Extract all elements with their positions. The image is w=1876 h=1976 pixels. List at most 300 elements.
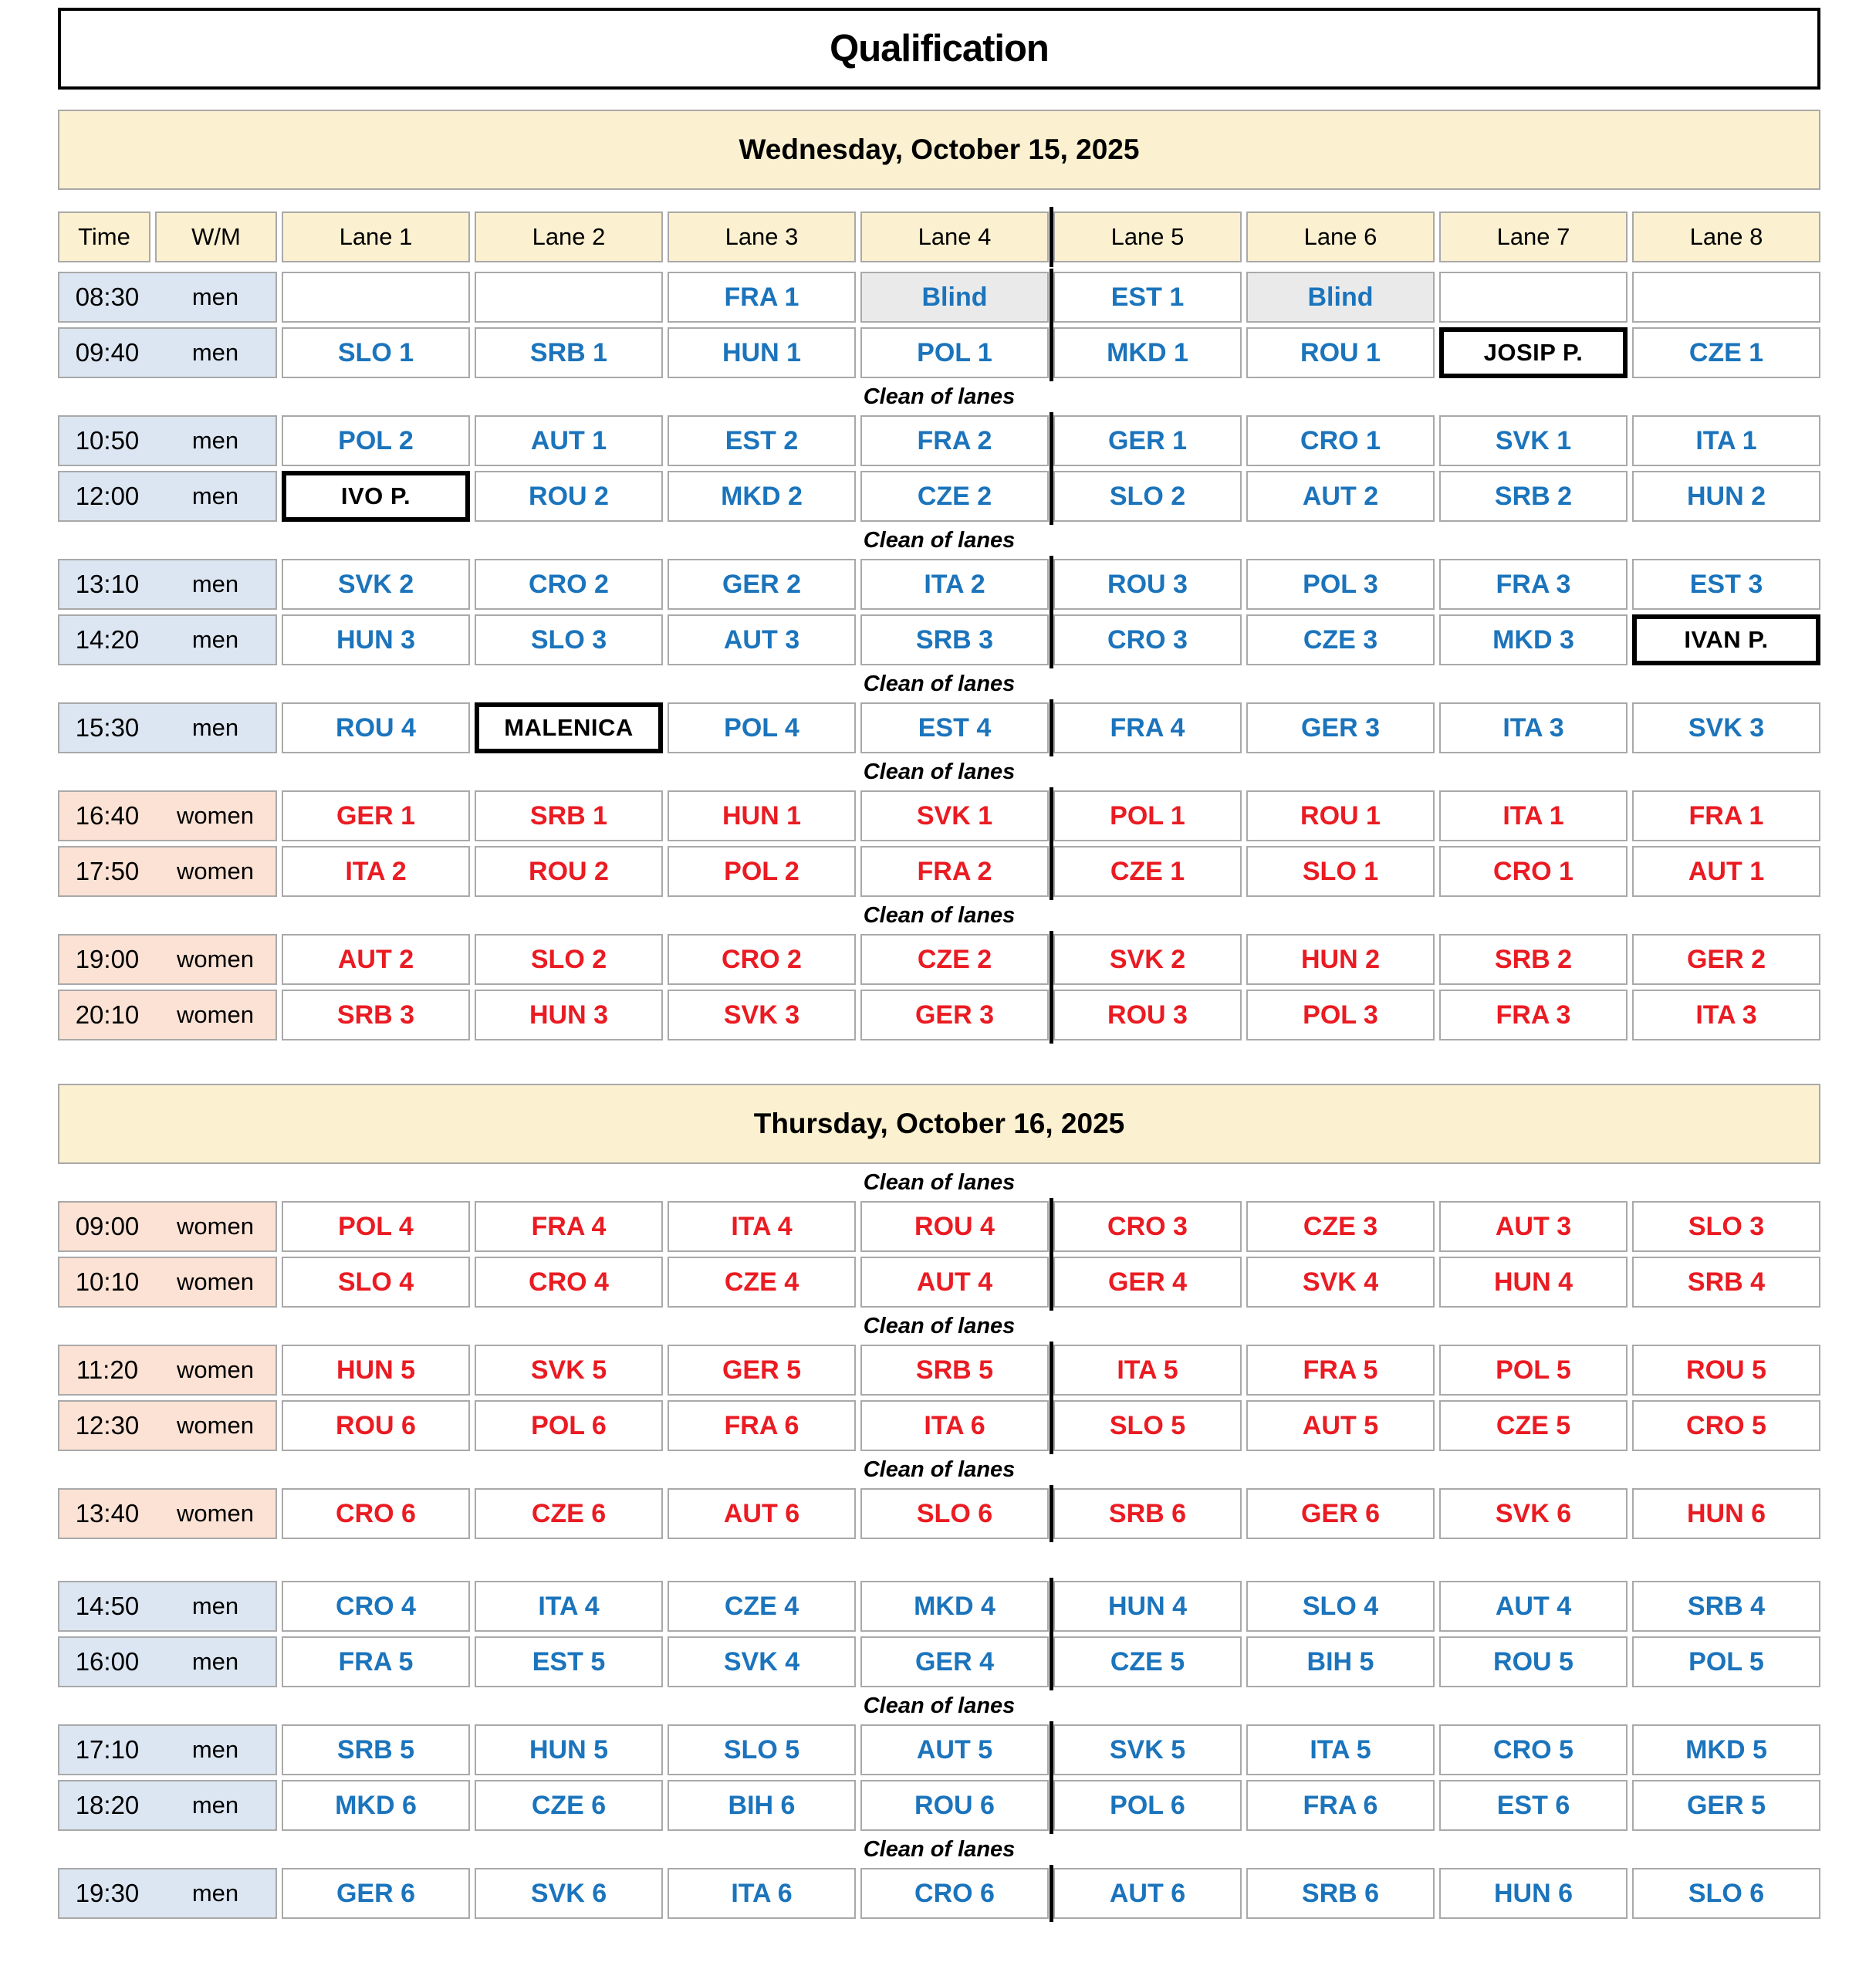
team-cell: HUN 4 [1439, 1257, 1628, 1308]
time-label: 15:30 [75, 713, 140, 742]
team-cell: AUT 3 [668, 614, 856, 665]
schedule-row [58, 471, 1820, 522]
team-cell: BIH 5 [1246, 1636, 1435, 1687]
team-cell: MKD 3 [1439, 614, 1628, 665]
team-cell: CRO 2 [668, 934, 856, 985]
team-cell: AUT 4 [1439, 1581, 1628, 1632]
schedule-row [58, 1724, 1820, 1775]
team-cell: HUN 2 [1246, 934, 1435, 985]
team-cell: CZE 6 [475, 1780, 663, 1831]
team-cell: EST 2 [668, 415, 856, 466]
team-cell: GER 4 [1053, 1257, 1242, 1308]
schedule-row [58, 1488, 1820, 1539]
day-section-thursday [58, 1084, 1820, 1919]
time-label: 16:40 [75, 801, 140, 830]
team-cell: FRA 2 [860, 415, 1049, 466]
session-group [58, 934, 1820, 1040]
team-cell: POL 6 [475, 1400, 663, 1451]
session-group [58, 1488, 1820, 1539]
column-header-lane-1: Lane 1 [282, 211, 470, 262]
team-cell: FRA 3 [1439, 559, 1628, 610]
team-cell: CRO 2 [475, 559, 663, 610]
team-cell: SVK 6 [1439, 1488, 1628, 1539]
time-wm-cell [58, 1400, 277, 1451]
schedule-row [58, 1636, 1820, 1687]
team-cell: SLO 3 [475, 614, 663, 665]
team-cell: FRA 5 [282, 1636, 470, 1687]
gender-label: men [191, 1736, 239, 1763]
time-label: 14:50 [75, 1592, 140, 1620]
column-header-lane-2: Lane 2 [475, 211, 663, 262]
team-cell: POL 4 [282, 1201, 470, 1252]
team-cell: SLO 2 [475, 934, 663, 985]
time-wm-cell [58, 614, 277, 665]
team-cell: AUT 2 [1246, 471, 1435, 522]
schedule-row [58, 790, 1820, 841]
schedule-row [58, 415, 1820, 466]
empty-lane-cell [282, 272, 470, 323]
clean-of-lanes-label: Clean of lanes [863, 902, 1016, 928]
team-cell: POL 1 [860, 327, 1049, 378]
time-wm-cell [58, 846, 277, 897]
team-cell: ROU 5 [1632, 1345, 1820, 1396]
schedule-row [58, 1345, 1820, 1396]
clean-of-lanes-label: Clean of lanes [863, 759, 1016, 784]
time-wm-cell [58, 1345, 277, 1396]
team-cell: SRB 6 [1053, 1488, 1242, 1539]
empty-lane-cell [475, 272, 663, 323]
team-cell: CZE 1 [1053, 846, 1242, 897]
lane-group-divider [1050, 1342, 1053, 1454]
column-header-wm: W/M [155, 211, 277, 262]
team-cell: EST 3 [1632, 559, 1820, 610]
team-cell: CRO 4 [282, 1581, 470, 1632]
team-cell: FRA 4 [475, 1201, 663, 1252]
team-cell: SLO 3 [1632, 1201, 1820, 1252]
team-cell: ITA 2 [282, 846, 470, 897]
schedule-row [58, 1581, 1820, 1632]
time-wm-cell [58, 327, 277, 378]
team-cell: ITA 3 [1439, 702, 1628, 753]
time-wm-cell [58, 471, 277, 522]
team-cell: CZE 4 [668, 1257, 856, 1308]
team-cell: MKD 2 [668, 471, 856, 522]
gender-label: women [177, 1001, 254, 1028]
team-cell: ROU 4 [860, 1201, 1049, 1252]
time-wm-cell [58, 1581, 277, 1632]
team-cell: CZE 2 [860, 934, 1049, 985]
team-cell: SRB 4 [1632, 1257, 1820, 1308]
team-cell: FRA 1 [668, 272, 856, 323]
team-cell: FRA 6 [1246, 1780, 1435, 1831]
team-cell: SLO 6 [860, 1488, 1049, 1539]
session-group [58, 790, 1820, 897]
team-cell: CRO 3 [1053, 614, 1242, 665]
team-cell: GER 5 [1632, 1780, 1820, 1831]
gender-label: men [191, 482, 239, 509]
session-group [58, 702, 1820, 753]
team-cell: SLO 1 [1246, 846, 1435, 897]
gender-label: women [177, 946, 254, 973]
team-cell: SVK 4 [668, 1636, 856, 1687]
gender-label: women [177, 1268, 254, 1295]
team-cell: GER 5 [668, 1345, 856, 1396]
team-cell: FRA 6 [668, 1400, 856, 1451]
schedule-row [58, 272, 1820, 323]
team-cell: MKD 5 [1632, 1724, 1820, 1775]
lane-group-divider [1050, 412, 1053, 525]
column-header-lane-4: Lane 4 [860, 211, 1049, 262]
team-cell: ROU 1 [1246, 790, 1435, 841]
player-cell: MALENICA [475, 702, 663, 753]
gender-label: men [191, 1592, 239, 1619]
session-group [58, 559, 1820, 665]
time-wm-cell [58, 702, 277, 753]
session-group [58, 1868, 1820, 1919]
team-cell: SLO 6 [1632, 1868, 1820, 1919]
team-cell: ROU 3 [1053, 559, 1242, 610]
team-cell: POL 2 [282, 415, 470, 466]
schedule-row [58, 934, 1820, 985]
time-label: 13:40 [75, 1499, 140, 1528]
schedule-row [58, 614, 1820, 665]
time-label: 16:00 [75, 1647, 140, 1676]
team-cell: AUT 5 [860, 1724, 1049, 1775]
clean-of-lanes-label: Clean of lanes [863, 384, 1016, 409]
gender-label: women [177, 1500, 254, 1527]
team-cell: POL 3 [1246, 559, 1435, 610]
clean-of-lanes-label: Clean of lanes [863, 527, 1016, 553]
day-section-wednesday [58, 110, 1820, 1040]
team-cell: SLO 5 [1053, 1400, 1242, 1451]
team-cell: SRB 2 [1439, 934, 1628, 985]
schedule-row [58, 1780, 1820, 1831]
team-cell: ITA 4 [475, 1581, 663, 1632]
time-wm-cell [58, 1868, 277, 1919]
lane-group-divider [1050, 931, 1053, 1044]
team-cell: CZE 6 [475, 1488, 663, 1539]
time-label: 17:50 [75, 857, 140, 885]
time-wm-cell [58, 1636, 277, 1687]
day-banner: Thursday, October 16, 2025 [58, 1084, 1820, 1164]
time-wm-cell [58, 790, 277, 841]
team-cell: GER 3 [1246, 702, 1435, 753]
clean-of-lanes-label: Clean of lanes [863, 1169, 1016, 1195]
team-cell: CZE 5 [1053, 1636, 1242, 1687]
team-cell: CZE 3 [1246, 614, 1435, 665]
column-header-lane-3: Lane 3 [668, 211, 856, 262]
team-cell: HUN 5 [282, 1345, 470, 1396]
lane-group-divider [1050, 556, 1053, 668]
lane-group-divider [1050, 787, 1053, 900]
team-cell: HUN 1 [668, 790, 856, 841]
team-cell: SVK 1 [1439, 415, 1628, 466]
team-cell: CRO 3 [1053, 1201, 1242, 1252]
team-cell: ROU 4 [282, 702, 470, 753]
team-cell: CRO 5 [1439, 1724, 1628, 1775]
team-cell: AUT 6 [668, 1488, 856, 1539]
page-title: Qualification [58, 8, 1820, 90]
time-label: 11:20 [76, 1355, 139, 1384]
lane-group-divider [1050, 1485, 1053, 1542]
gender-label: men [191, 626, 239, 653]
team-cell: FRA 3 [1439, 990, 1628, 1040]
gender-label: men [191, 339, 239, 366]
team-cell: FRA 1 [1632, 790, 1820, 841]
time-label: 12:30 [75, 1411, 140, 1440]
team-cell: SRB 4 [1632, 1581, 1820, 1632]
team-cell: POL 4 [668, 702, 856, 753]
column-header-lane-7: Lane 7 [1439, 211, 1628, 262]
team-cell: ITA 5 [1246, 1724, 1435, 1775]
time-label: 14:20 [75, 625, 140, 654]
clean-of-lanes-label: Clean of lanes [863, 1457, 1016, 1482]
time-wm-cell [58, 415, 277, 466]
team-cell: ITA 6 [668, 1868, 856, 1919]
team-cell: AUT 1 [475, 415, 663, 466]
time-label: 08:30 [75, 283, 140, 311]
team-cell: ROU 6 [860, 1780, 1049, 1831]
team-cell: SVK 3 [668, 990, 856, 1040]
column-header-lane-6: Lane 6 [1246, 211, 1435, 262]
team-cell: SVK 1 [860, 790, 1049, 841]
team-cell: GER 6 [1246, 1488, 1435, 1539]
team-cell: SVK 3 [1632, 702, 1820, 753]
time-wm-cell [58, 1724, 277, 1775]
team-cell: HUN 6 [1632, 1488, 1820, 1539]
session-group [58, 1581, 1820, 1687]
team-cell: POL 5 [1632, 1636, 1820, 1687]
team-cell: AUT 6 [1053, 1868, 1242, 1919]
team-cell: HUN 3 [282, 614, 470, 665]
schedule-row [58, 327, 1820, 378]
team-cell: HUN 2 [1632, 471, 1820, 522]
team-cell: ROU 6 [282, 1400, 470, 1451]
team-cell: EST 6 [1439, 1780, 1628, 1831]
team-cell: SRB 1 [475, 790, 663, 841]
time-label: 09:00 [75, 1212, 140, 1240]
team-cell: SRB 3 [860, 614, 1049, 665]
team-cell: SRB 1 [475, 327, 663, 378]
team-cell: AUT 3 [1439, 1201, 1628, 1252]
time-wm-cell [58, 934, 277, 985]
team-cell: SRB 5 [282, 1724, 470, 1775]
team-cell: ROU 5 [1439, 1636, 1628, 1687]
empty-lane-cell [1632, 272, 1820, 323]
team-cell: CZE 2 [860, 471, 1049, 522]
player-cell: IVO P. [282, 471, 470, 522]
team-cell: GER 1 [1053, 415, 1242, 466]
time-wm-cell [58, 1201, 277, 1252]
day-banner: Wednesday, October 15, 2025 [58, 110, 1820, 190]
player-cell: IVAN P. [1632, 614, 1820, 665]
time-label: 13:10 [75, 570, 140, 598]
gender-label: women [177, 1412, 254, 1439]
schedule-row [58, 846, 1820, 897]
clean-of-lanes-label: Clean of lanes [863, 1693, 1016, 1718]
team-cell: ITA 1 [1439, 790, 1628, 841]
team-cell: CRO 1 [1246, 415, 1435, 466]
team-cell: ROU 1 [1246, 327, 1435, 378]
column-header-time: Time [58, 211, 150, 262]
team-cell: BIH 6 [668, 1780, 856, 1831]
team-cell: SLO 4 [282, 1257, 470, 1308]
lane-group-divider [1050, 1721, 1053, 1834]
team-cell: SVK 4 [1246, 1257, 1435, 1308]
team-cell: AUT 2 [282, 934, 470, 985]
team-cell: CZE 4 [668, 1581, 856, 1632]
empty-lane-cell [1439, 272, 1628, 323]
team-cell: GER 2 [668, 559, 856, 610]
schedule-row [58, 1201, 1820, 1252]
team-cell: FRA 2 [860, 846, 1049, 897]
team-cell: ITA 1 [1632, 415, 1820, 466]
gender-label: men [191, 714, 239, 741]
team-cell: ITA 4 [668, 1201, 856, 1252]
team-cell: POL 3 [1246, 990, 1435, 1040]
time-wm-cell [58, 272, 277, 323]
day-groups [58, 272, 1820, 1040]
team-cell: EST 4 [860, 702, 1049, 753]
clean-of-lanes-label: Clean of lanes [863, 1836, 1016, 1862]
team-cell: GER 6 [282, 1868, 470, 1919]
time-label: 17:10 [75, 1735, 140, 1764]
gender-label: women [177, 1213, 254, 1240]
team-cell: AUT 1 [1632, 846, 1820, 897]
schedule-row [58, 1868, 1820, 1919]
team-cell: CRO 5 [1632, 1400, 1820, 1451]
team-cell: SLO 5 [668, 1724, 856, 1775]
team-cell: SVK 6 [475, 1868, 663, 1919]
team-cell: HUN 6 [1439, 1868, 1628, 1919]
gender-label: women [177, 1356, 254, 1383]
team-cell: HUN 5 [475, 1724, 663, 1775]
gender-label: men [191, 570, 239, 597]
team-cell: SLO 1 [282, 327, 470, 378]
team-cell: ROU 2 [475, 471, 663, 522]
team-cell: GER 3 [860, 990, 1049, 1040]
gender-label: men [191, 1648, 239, 1675]
time-label: 19:30 [75, 1879, 140, 1907]
column-header-lane-8: Lane 8 [1632, 211, 1820, 262]
session-group [58, 272, 1820, 378]
team-cell: EST 5 [475, 1636, 663, 1687]
team-cell: MKD 6 [282, 1780, 470, 1831]
time-label: 19:00 [75, 945, 140, 973]
team-cell: HUN 4 [1053, 1581, 1242, 1632]
session-group [58, 1201, 1820, 1308]
blind-cell: Blind [1246, 272, 1435, 323]
gender-label: men [191, 1880, 239, 1907]
group-gap [58, 1539, 1820, 1581]
team-cell: ITA 5 [1053, 1345, 1242, 1396]
time-wm-cell [58, 1488, 277, 1539]
team-cell: GER 1 [282, 790, 470, 841]
team-cell: POL 2 [668, 846, 856, 897]
clean-of-lanes-label: Clean of lanes [863, 671, 1016, 696]
schedule-row [58, 702, 1820, 753]
team-cell: GER 4 [860, 1636, 1049, 1687]
blind-cell: Blind [860, 272, 1049, 323]
schedule-row [58, 1257, 1820, 1308]
lane-group-divider [1050, 1578, 1053, 1690]
session-group [58, 1724, 1820, 1831]
session-group [58, 415, 1820, 522]
team-cell: CZE 3 [1246, 1201, 1435, 1252]
team-cell: ITA 3 [1632, 990, 1820, 1040]
gender-label: men [191, 427, 239, 454]
team-cell: POL 1 [1053, 790, 1242, 841]
team-cell: SVK 5 [1053, 1724, 1242, 1775]
time-wm-cell [58, 1780, 277, 1831]
team-cell: FRA 5 [1246, 1345, 1435, 1396]
column-header-lane-5: Lane 5 [1053, 211, 1242, 262]
team-cell: SVK 5 [475, 1345, 663, 1396]
team-cell: SRB 6 [1246, 1868, 1435, 1919]
team-cell: EST 1 [1053, 272, 1242, 323]
lane-group-divider [1050, 269, 1053, 381]
gender-label: men [191, 1792, 239, 1819]
team-cell: SVK 2 [1053, 934, 1242, 985]
team-cell: SLO 4 [1246, 1581, 1435, 1632]
team-cell: CZE 5 [1439, 1400, 1628, 1451]
time-label: 12:00 [75, 482, 140, 510]
time-wm-cell [58, 1257, 277, 1308]
time-wm-cell [58, 990, 277, 1040]
gender-label: men [191, 283, 239, 310]
team-cell: GER 2 [1632, 934, 1820, 985]
team-cell: CRO 4 [475, 1257, 663, 1308]
team-cell: SVK 2 [282, 559, 470, 610]
time-label: 18:20 [75, 1791, 140, 1819]
team-cell: MKD 4 [860, 1581, 1049, 1632]
time-label: 20:10 [75, 1000, 140, 1029]
time-label: 10:10 [75, 1267, 140, 1296]
lane-group-divider [1050, 207, 1053, 267]
team-cell: ITA 6 [860, 1400, 1049, 1451]
time-label: 09:40 [75, 338, 140, 367]
schedule-row [58, 1400, 1820, 1451]
team-cell: FRA 4 [1053, 702, 1242, 753]
team-cell: CRO 6 [282, 1488, 470, 1539]
team-cell: CRO 6 [860, 1868, 1049, 1919]
team-cell: SLO 2 [1053, 471, 1242, 522]
player-cell: JOSIP P. [1439, 327, 1628, 378]
lane-group-divider [1050, 1198, 1053, 1311]
lane-group-divider [1050, 699, 1053, 756]
team-cell: POL 5 [1439, 1345, 1628, 1396]
session-group [58, 1345, 1820, 1451]
clean-of-lanes-label: Clean of lanes [863, 1313, 1016, 1338]
team-cell: ITA 2 [860, 559, 1049, 610]
gender-label: women [177, 858, 254, 885]
schedule-row [58, 990, 1820, 1040]
team-cell: ROU 2 [475, 846, 663, 897]
team-cell: AUT 4 [860, 1257, 1049, 1308]
team-cell: SRB 3 [282, 990, 470, 1040]
team-cell: CZE 1 [1632, 327, 1820, 378]
team-cell: SRB 5 [860, 1345, 1049, 1396]
team-cell: MKD 1 [1053, 327, 1242, 378]
time-wm-cell [58, 559, 277, 610]
team-cell: HUN 1 [668, 327, 856, 378]
team-cell: HUN 3 [475, 990, 663, 1040]
gender-label: women [177, 802, 254, 829]
team-cell: CRO 1 [1439, 846, 1628, 897]
time-label: 10:50 [75, 426, 140, 455]
day-groups [58, 1164, 1820, 1919]
team-cell: POL 6 [1053, 1780, 1242, 1831]
